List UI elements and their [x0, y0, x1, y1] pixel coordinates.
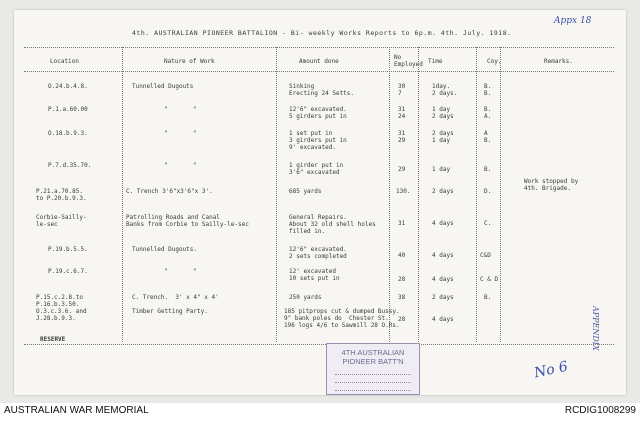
cell-location: P.15.c.2.8.to P.16.b.3.50.	[36, 294, 83, 308]
cell-coy: C&D	[480, 252, 491, 259]
cell-amount: 12' excavated 10 sets put in	[289, 268, 340, 282]
col-nature: Nature of Work	[164, 58, 215, 65]
cell-coy: C & D	[480, 276, 499, 283]
stamp-line-2: PIONEER BATT'N	[342, 357, 404, 366]
annotation-top: Appx 18	[554, 16, 592, 26]
cell-nature: C. Trench 3'6"x3'6"x 3'.	[126, 188, 213, 195]
document-page	[14, 10, 626, 395]
cell-amount: Sinking Erecting 24 Setts.	[289, 83, 355, 97]
cell-coy: C.	[484, 220, 492, 227]
cell-amount: General Repairs. About 32 old shell holes filled in.	[289, 214, 376, 235]
cell-employed: 28	[398, 316, 406, 323]
cell-location: RESERVE	[40, 336, 66, 343]
cell-employed: 31	[398, 220, 406, 227]
col-time: Time	[428, 58, 443, 65]
cell-location: O.18.b.9.3.	[48, 130, 88, 137]
cell-nature: " "	[164, 268, 197, 275]
cell-nature: " "	[164, 106, 197, 113]
cell-amount: 685 yards	[289, 188, 322, 195]
cell-location: P.1.a.60.00	[48, 106, 88, 113]
rule-col-5	[476, 47, 477, 342]
stamp-divider	[335, 390, 411, 391]
cell-location: O.3.c.3.6. and J.28.b.9.3.	[36, 308, 87, 322]
cell-location: Corbie-Sailly- le-sec	[36, 214, 87, 228]
col-location: Location	[50, 58, 79, 65]
col-amount: Amount done	[299, 58, 339, 65]
rule-col-3	[389, 47, 390, 342]
cell-employed: 38	[398, 294, 406, 301]
cell-time: 4 days	[432, 252, 454, 259]
handwriting-bottom: No 6	[532, 358, 570, 382]
cell-time: 1 day 2 days	[432, 106, 454, 120]
document-title: 4th. AUSTRALIAN PIONEER BATTALION - Bi- weekly Works Reports to 6p.m. 4th. July. 1918.	[132, 29, 512, 37]
battalion-stamp	[326, 343, 420, 395]
footer-source: AUSTRALIAN WAR MEMORIAL	[4, 405, 149, 416]
cell-employed: 40	[398, 252, 406, 259]
cell-time: 4 days	[432, 316, 454, 323]
cell-amount: 250 yards	[289, 294, 322, 301]
cell-remarks: Work stopped by 4th. Brigade.	[524, 178, 579, 192]
cell-time: 1 day	[432, 166, 451, 173]
cell-coy: B. B.	[484, 83, 492, 97]
stamp-divider	[335, 374, 411, 375]
col-remarks: Remarks.	[544, 58, 573, 65]
cell-time: 2 days	[432, 188, 454, 195]
cell-amount: 12'6" excavated. 2 sets completed	[289, 246, 347, 260]
cell-amount: 1 set put in 3 girders put in 9' excavated.	[289, 130, 347, 151]
cell-coy: B.	[484, 166, 492, 173]
cell-location: P.19.c.6.7.	[48, 268, 88, 275]
cell-amount: 12'6" excavated. 5 girders put in	[289, 106, 347, 120]
cell-location: P.19.b.5.5.	[48, 246, 88, 253]
rule-header	[24, 71, 614, 72]
cell-employed: 28	[398, 276, 406, 283]
cell-time: 1day. 2 days.	[432, 83, 458, 97]
cell-time: 4 days	[432, 220, 454, 227]
cell-employed: 29	[398, 166, 406, 173]
rule-bottom	[24, 344, 614, 345]
cell-amount: 185 pitprops cut & dumped Bussy. 9" bank poles do Chester St. 196 logs 4/6 to Sawmill 28 O.Rs.	[284, 308, 400, 329]
cell-nature: " "	[164, 130, 197, 137]
cell-coy: D.	[484, 188, 492, 195]
cell-time: 2 days 1 day	[432, 130, 454, 144]
cell-coy: B. A.	[484, 106, 492, 120]
cell-nature: Patrolling Roads and Canal Banks from Corbie to Sailly-le-sec	[126, 214, 249, 228]
cell-nature: Timber Getting Party.	[132, 308, 208, 315]
cell-location: P.7.d.35.70.	[48, 162, 92, 169]
stamp-line-1: 4TH AUSTRALIAN	[341, 348, 405, 357]
rule-col-2	[276, 47, 277, 342]
stamp-divider	[335, 382, 411, 383]
cell-employed: 31 29	[398, 130, 406, 144]
cell-coy: A B.	[484, 130, 492, 144]
cell-nature: " "	[164, 162, 197, 169]
rule-top	[24, 47, 614, 48]
cell-location: O.24.b.4.8.	[48, 83, 88, 90]
cell-amount: 1 girder put in 3'6" excavated	[289, 162, 344, 176]
cell-nature: Tunnelled Dugouts.	[132, 246, 198, 253]
cell-employed: 130.	[396, 188, 411, 195]
rule-col-4	[418, 47, 419, 342]
col-employed: No Employed	[394, 54, 423, 68]
footer-id: RCDIG1008299	[564, 405, 636, 416]
cell-employed: 31 24	[398, 106, 406, 120]
cell-nature: C. Trench. 3' x 4" x 4'	[132, 294, 219, 301]
cell-coy: B.	[484, 294, 492, 301]
rule-col-6	[500, 47, 501, 342]
cell-employed: 30 7	[398, 83, 406, 97]
cell-time: 2 days	[432, 294, 454, 301]
cell-location: P.21.a.70.85. to P.20.b.9.3.	[36, 188, 87, 202]
col-coy: Coy.	[487, 58, 502, 65]
margin-note: APPENDIX	[591, 306, 600, 351]
cell-time: 4 days	[432, 276, 454, 283]
rule-col-1	[122, 47, 123, 342]
cell-nature: Tunnelled Dugouts	[132, 83, 194, 90]
